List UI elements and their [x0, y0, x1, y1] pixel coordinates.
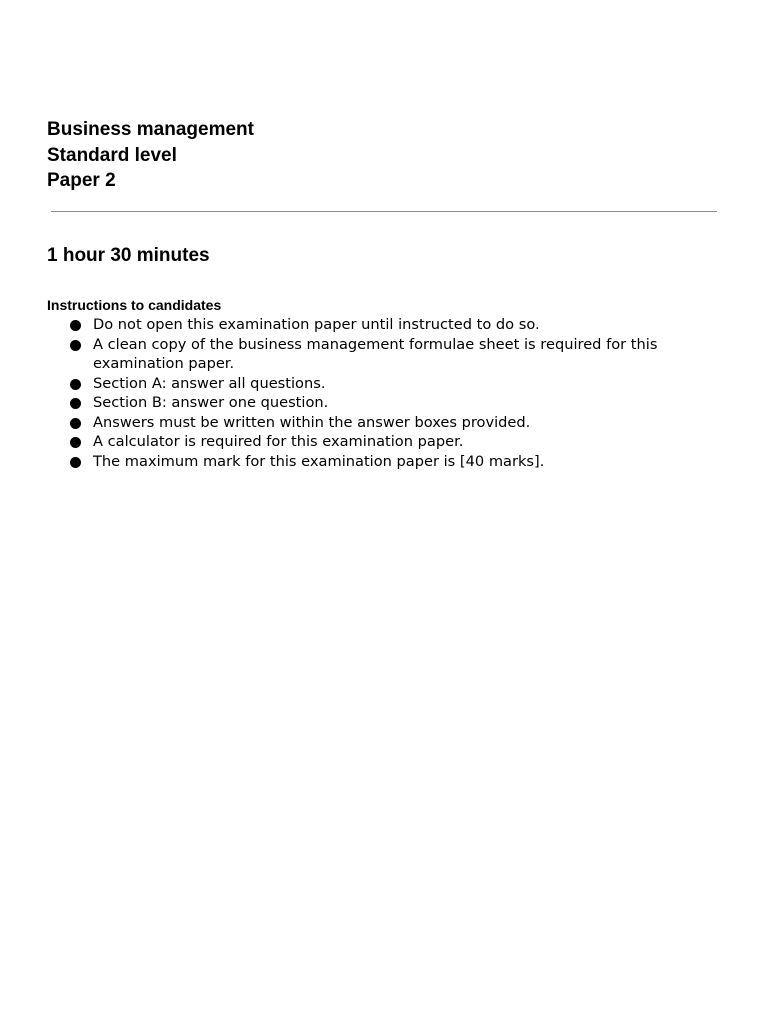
- instruction-text: Section B: answer one question.: [93, 394, 329, 411]
- bullet-icon: [70, 320, 81, 331]
- instruction-item: [68, 315, 728, 335]
- bullet-icon: [70, 398, 81, 409]
- instruction-text: A calculator is required for this examination paper.: [93, 433, 464, 450]
- instruction-item: [68, 335, 728, 374]
- bullet-icon: [70, 379, 81, 390]
- instruction-text: Section A: answer all questions.: [93, 374, 326, 392]
- instructions-list: [68, 315, 728, 471]
- instruction-item: [68, 452, 728, 472]
- instruction-text: The maximum mark for this examination paper is [40 marks].: [93, 452, 545, 470]
- instruction-item: [68, 413, 728, 433]
- bullet-icon: [70, 437, 81, 448]
- instruction-item: [68, 393, 728, 413]
- bullet-icon: [70, 457, 81, 468]
- paper-title: Paper 2: [47, 170, 116, 191]
- instruction-item: [68, 432, 728, 452]
- instruction-text: A clean copy of the business management formulae sheet is required for this examination paper.: [93, 335, 658, 372]
- instructions-heading: Instructions to candidates: [47, 297, 222, 313]
- title-divider: [51, 211, 717, 212]
- bullet-icon: [70, 418, 81, 429]
- subject-title: Business management: [47, 119, 254, 140]
- exam-duration: 1 hour 30 minutes: [47, 245, 210, 266]
- exam-title-block: [47, 117, 254, 194]
- instruction-item: [68, 374, 728, 394]
- bullet-icon: [70, 340, 81, 351]
- level-title: Standard level: [47, 144, 177, 166]
- instruction-text: Do not open this examination paper until instructed to do so.: [93, 316, 540, 333]
- instruction-text: Answers must be written within the answer boxes provided.: [93, 413, 531, 431]
